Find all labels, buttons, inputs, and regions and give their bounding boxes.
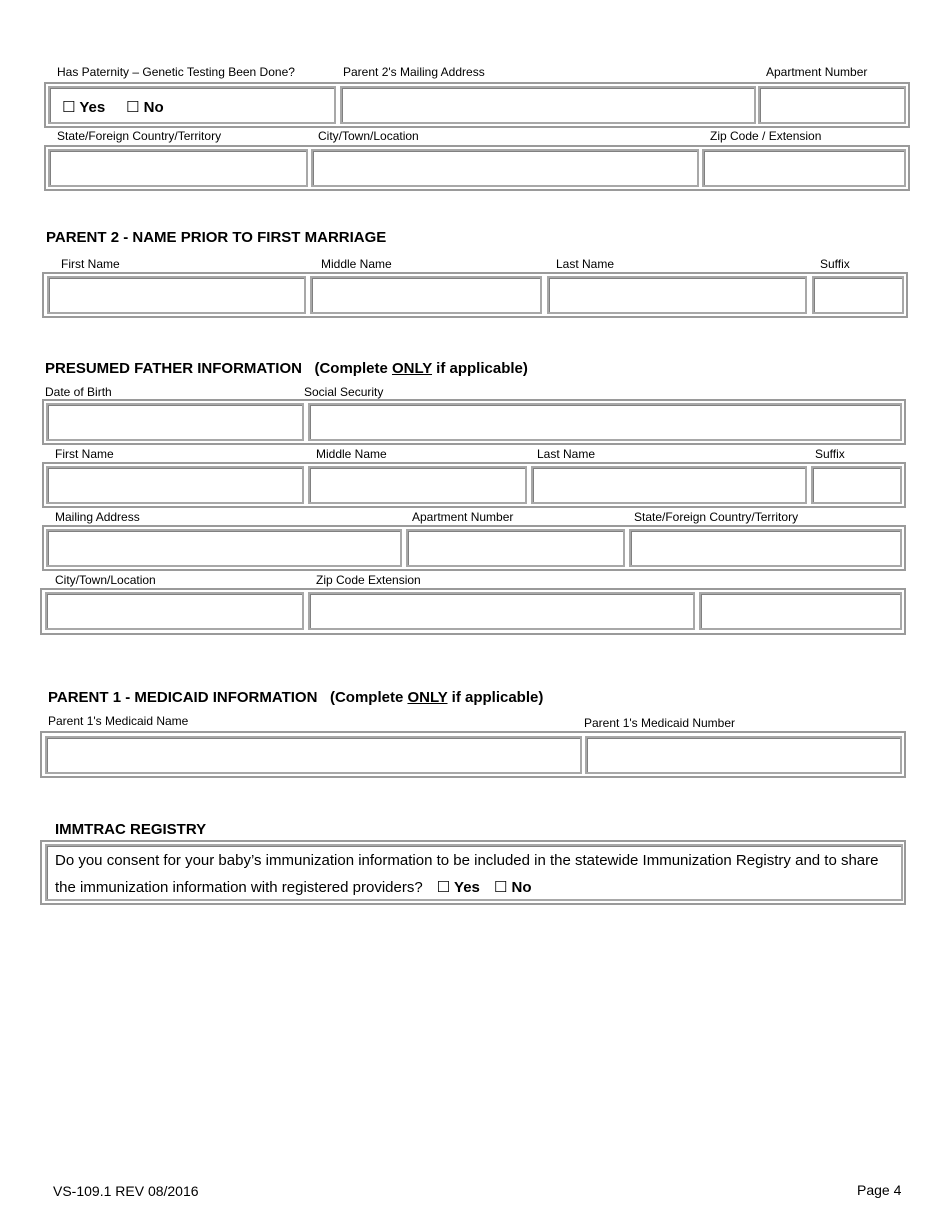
immtrac-no-checkbox[interactable]: ☐ No: [493, 879, 532, 896]
parent2-first-input[interactable]: [47, 276, 306, 314]
father-dob-input[interactable]: [46, 403, 304, 441]
father-zip-extension-input[interactable]: [699, 592, 902, 630]
paternity-choice-cell: [48, 86, 336, 124]
parent2-last-label: Last Name: [556, 257, 615, 271]
parent2-apt-label: Apartment Number: [766, 65, 868, 79]
parent2-state-label: State/Foreign Country/Territory: [57, 129, 222, 143]
immtrac-heading: IMMTRAC REGISTRY: [55, 821, 207, 838]
father-last-input[interactable]: [531, 466, 807, 504]
father-apt-label: Apartment Number: [412, 510, 514, 524]
medicaid-heading-main: PARENT 1 - MEDICAID INFORMATION: [48, 689, 318, 706]
medicaid-name-label: Parent 1's Medicaid Name: [48, 714, 189, 728]
father-address-row: [42, 525, 906, 571]
father-name-row: [42, 462, 906, 508]
paternity-row: [44, 82, 910, 128]
father-zip-input[interactable]: [308, 592, 695, 630]
presumed-father-heading-only: ONLY: [391, 360, 433, 377]
parent2-prior-heading: PARENT 2 - NAME PRIOR TO FIRST MARRIAGE: [46, 229, 387, 246]
parent2-address-row: [44, 145, 910, 191]
medicaid-row: [40, 731, 906, 778]
father-apt-input[interactable]: [406, 529, 625, 567]
parent2-zip-input[interactable]: [702, 149, 906, 187]
parent2-name-row: [42, 272, 908, 318]
paternity-no-checkbox[interactable]: ☐ No: [126, 99, 164, 116]
father-dob-label: Date of Birth: [45, 385, 112, 399]
parent2-zip-label: Zip Code / Extension: [710, 129, 822, 143]
father-middle-label: Middle Name: [316, 447, 387, 461]
father-mailing-input[interactable]: [46, 529, 402, 567]
medicaid-number-label: Parent 1's Medicaid Number: [584, 716, 736, 730]
parent2-first-label: First Name: [61, 257, 120, 271]
father-state-label: State/Foreign Country/Territory: [634, 510, 799, 524]
medicaid-number-input[interactable]: [585, 736, 902, 774]
father-city-zip-row: [40, 588, 906, 635]
father-middle-input[interactable]: [308, 466, 527, 504]
parent2-city-input[interactable]: [311, 149, 699, 187]
parent2-mailing-label: Parent 2's Mailing Address: [343, 65, 485, 79]
father-city-input[interactable]: [45, 592, 304, 630]
page-number: Page 4: [857, 1182, 902, 1198]
parent2-state-input[interactable]: [48, 149, 308, 187]
medicaid-heading-only: ONLY: [407, 689, 448, 706]
father-suffix-input[interactable]: [811, 466, 902, 504]
father-city-label: City/Town/Location: [55, 573, 156, 587]
presumed-father-heading-main: PRESUMED FATHER INFORMATION: [45, 360, 302, 377]
medicaid-name-input[interactable]: [45, 736, 582, 774]
paternity-question-label: Has Paternity – Genetic Testing Been Done?: [57, 65, 295, 79]
parent2-city-label: City/Town/Location: [318, 129, 419, 143]
father-first-label: First Name: [55, 447, 114, 461]
father-mailing-label: Mailing Address: [55, 510, 140, 524]
parent2-mailing-input[interactable]: [340, 86, 756, 124]
immtrac-yes-checkbox[interactable]: ☐ Yes: [436, 879, 480, 896]
father-ssn-label: Social Security: [304, 385, 384, 399]
medicaid-heading-post: if applicable): [447, 689, 544, 706]
father-ssn-input[interactable]: [308, 403, 902, 441]
father-state-input[interactable]: [629, 529, 902, 567]
parent2-middle-label: Middle Name: [321, 257, 392, 271]
presumed-father-heading-pre: (Complete: [314, 360, 392, 377]
father-last-label: Last Name: [537, 447, 596, 461]
parent2-middle-input[interactable]: [310, 276, 542, 314]
immtrac-question: [55, 847, 895, 901]
presumed-father-heading-post: if applicable): [432, 360, 528, 377]
father-suffix-label: Suffix: [815, 447, 845, 461]
medicaid-heading: [48, 689, 543, 706]
parent2-apt-input[interactable]: [758, 86, 906, 124]
form-id: VS-109.1 REV 08/2016: [53, 1183, 199, 1199]
medicaid-heading-pre: (Complete: [329, 689, 408, 706]
presumed-father-heading: [45, 360, 528, 377]
father-first-input[interactable]: [46, 466, 304, 504]
father-zip-label: Zip Code Extension: [316, 573, 421, 587]
father-dob-ssn-row: [42, 399, 906, 445]
parent2-suffix-input[interactable]: [812, 276, 904, 314]
immtrac-inner: [45, 844, 903, 901]
parent2-suffix-label: Suffix: [820, 257, 850, 271]
immtrac-question-text: Do you consent for your baby’s immunization information to be included in the statewide Immunization Registry and to share the immunization information with registered providers?: [55, 852, 879, 896]
parent2-last-input[interactable]: [547, 276, 807, 314]
immtrac-box: [40, 840, 906, 905]
paternity-yes-checkbox[interactable]: ☐ Yes: [62, 99, 106, 116]
